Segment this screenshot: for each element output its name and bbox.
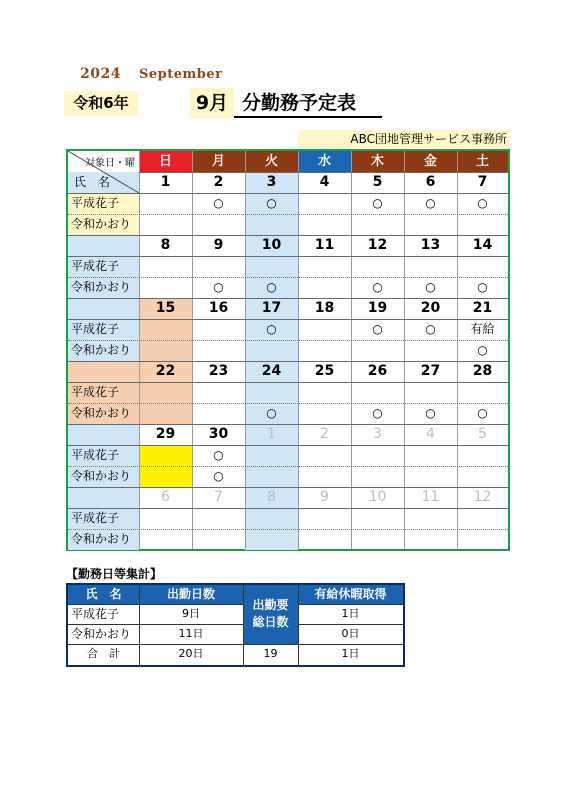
day-number: 30 (208, 426, 229, 442)
day-number: 28 (472, 363, 493, 379)
grid-hline (68, 466, 508, 467)
staff-name: 平成花子 (71, 448, 120, 462)
staff-name: 令和かおり (71, 280, 132, 294)
day-number: 9 (213, 237, 224, 253)
day-number: 29 (155, 426, 176, 442)
summary-total-required: 19 (263, 647, 278, 660)
day-number: 25 (314, 363, 335, 379)
schedule-mark: ○ (425, 280, 436, 294)
day-number: 3 (373, 426, 382, 442)
summary-name: 平成花子 (71, 607, 120, 621)
corner-label-date: 対象日・曜 (85, 158, 135, 169)
era-year: 令和6年 (64, 91, 138, 116)
grid-hline (68, 487, 508, 488)
day-number: 5 (372, 174, 383, 190)
summary-name: 令和かおり (71, 627, 132, 641)
summary-hline (68, 604, 243, 605)
summary-workdays: 9日 (182, 607, 200, 620)
schedule-mark: ○ (266, 406, 277, 420)
schedule-mark: ○ (425, 406, 436, 420)
schedule-mark: ○ (266, 322, 277, 336)
day-number: 12 (473, 489, 492, 505)
day-number: 14 (472, 237, 493, 253)
schedule-mark: ○ (477, 196, 488, 210)
staff-name: 令和かおり (71, 469, 132, 483)
day-number: 22 (155, 363, 176, 379)
grid-hline (68, 508, 508, 509)
schedule-mark: ○ (477, 343, 488, 357)
summary-vline (139, 585, 140, 665)
grid-vline (298, 151, 299, 549)
corner-cell (68, 151, 139, 193)
grid-hline (68, 424, 508, 425)
summary-header-required: 出勤要 総日数 (243, 585, 298, 644)
weekday-header-4: 木 (351, 151, 404, 172)
schedule-mark: ○ (425, 322, 436, 336)
summary-header-name: 氏 名 (68, 585, 139, 604)
grid-vline (245, 151, 246, 549)
day-number: 6 (161, 489, 170, 505)
grid-hline (68, 214, 508, 215)
grid-hline (68, 361, 508, 362)
weekday-header-1: 月 (192, 151, 245, 172)
day-number: 1 (267, 426, 276, 442)
staff-name: 平成花子 (71, 196, 120, 210)
summary-vline (298, 585, 299, 665)
weekday-header-2: 火 (245, 151, 298, 172)
day-number: 8 (160, 237, 171, 253)
summary-hline (68, 624, 243, 625)
summary-vline (243, 585, 244, 665)
grid-vline (404, 151, 405, 549)
grid-hline (68, 319, 508, 320)
staff-name: 平成花子 (71, 385, 120, 399)
schedule-calendar (66, 149, 510, 551)
grid-hline (68, 382, 508, 383)
grid-hline (68, 235, 508, 236)
summary-header-workdays: 出勤日数 (139, 585, 243, 604)
day-number: 19 (367, 300, 388, 316)
day-number: 2 (320, 426, 329, 442)
title-text: 分勤務予定表 (242, 92, 357, 114)
day-number: 2 (213, 174, 224, 190)
grid-hline (68, 277, 508, 278)
staff-name: 令和かおり (71, 343, 132, 357)
weekday-header-6: 土 (457, 151, 508, 172)
schedule-mark: ○ (266, 196, 277, 210)
month-number: 9月 (190, 88, 234, 118)
day-number: 18 (314, 300, 335, 316)
day-number: 7 (477, 174, 488, 190)
staff-name: 平成花子 (71, 259, 120, 273)
staff-name: 令和かおり (71, 217, 132, 231)
schedule-mark: ○ (372, 196, 383, 210)
grid-hline (139, 172, 508, 173)
staff-name: 平成花子 (71, 322, 120, 336)
summary-title: 【勤務日等集計】 (66, 567, 163, 581)
summary-hline (298, 644, 403, 645)
day-number: 16 (208, 300, 229, 316)
day-number: 4 (319, 174, 330, 190)
day-number: 12 (367, 237, 388, 253)
schedule-mark: ○ (266, 280, 277, 294)
day-number: 21 (472, 300, 493, 316)
weekday-header-3: 水 (298, 151, 351, 172)
day-number: 20 (420, 300, 441, 316)
summary-hline (298, 604, 403, 605)
day-number: 3 (266, 174, 277, 190)
day-number: 6 (425, 174, 436, 190)
office-name: ABC団地管理サービス事務所 (298, 130, 509, 148)
weekday-header-5: 金 (404, 151, 457, 172)
schedule-mark: ○ (213, 448, 224, 462)
summary-hline (68, 644, 243, 645)
grid-vline (457, 151, 458, 549)
weekday-header-0: 日 (139, 151, 192, 172)
grid-vline (351, 151, 352, 549)
summary-workdays: 11日 (178, 627, 204, 640)
day-number: 23 (208, 363, 229, 379)
corner-diagonal (68, 151, 139, 193)
schedule-mark: ○ (477, 280, 488, 294)
corner-label-name: 氏 名 (74, 175, 111, 189)
schedule-mark: ○ (213, 469, 224, 483)
schedule-mark: 有給 (470, 322, 495, 336)
day-number: 13 (420, 237, 441, 253)
day-number: 17 (261, 300, 282, 316)
summary-hline (243, 644, 298, 645)
day-number: 7 (214, 489, 223, 505)
grid-hline (68, 529, 508, 530)
day-number: 15 (155, 300, 176, 316)
summary-total-label: 合 計 (87, 647, 120, 660)
grid-hline (68, 193, 508, 194)
schedule-mark: ○ (372, 406, 383, 420)
staff-name: 令和かおり (71, 532, 132, 546)
day-number: 27 (420, 363, 441, 379)
summary-hline (298, 624, 403, 625)
day-number: 1 (160, 174, 171, 190)
day-number: 26 (367, 363, 388, 379)
schedule-mark: ○ (477, 406, 488, 420)
day-number: 11 (421, 489, 440, 505)
day-number: 11 (314, 237, 335, 253)
staff-name: 平成花子 (71, 511, 120, 525)
day-number: 5 (478, 426, 487, 442)
schedule-mark: ○ (372, 322, 383, 336)
schedule-mark: ○ (213, 196, 224, 210)
summary-table (66, 583, 405, 667)
day-number: 9 (320, 489, 329, 505)
summary-total-paidleave: 1日 (341, 647, 360, 660)
schedule-mark: ○ (425, 196, 436, 210)
schedule-mark: ○ (213, 280, 224, 294)
staff-name: 令和かおり (71, 406, 132, 420)
summary-paidleave: 0日 (341, 627, 360, 640)
day-number: 10 (368, 489, 387, 505)
year-label (80, 66, 222, 82)
month-english: September (138, 67, 223, 82)
grid-hline (68, 403, 508, 404)
day-number: 8 (267, 489, 276, 505)
day-number: 4 (426, 426, 435, 442)
grid-hline (68, 298, 508, 299)
day-number: 24 (261, 363, 282, 379)
page-title (190, 88, 382, 118)
schedule-mark: ○ (372, 280, 383, 294)
grid-vline (139, 151, 140, 549)
summary-paidleave: 1日 (341, 607, 360, 620)
grid-vline (192, 151, 193, 549)
summary-total-workdays: 20日 (178, 647, 204, 660)
grid-hline (68, 445, 508, 446)
grid-hline (68, 340, 508, 341)
grid-hline (68, 256, 508, 257)
day-number: 10 (261, 237, 282, 253)
year-number: 2024 (80, 66, 121, 82)
summary-header-paidleave: 有給休暇取得 (298, 585, 403, 604)
